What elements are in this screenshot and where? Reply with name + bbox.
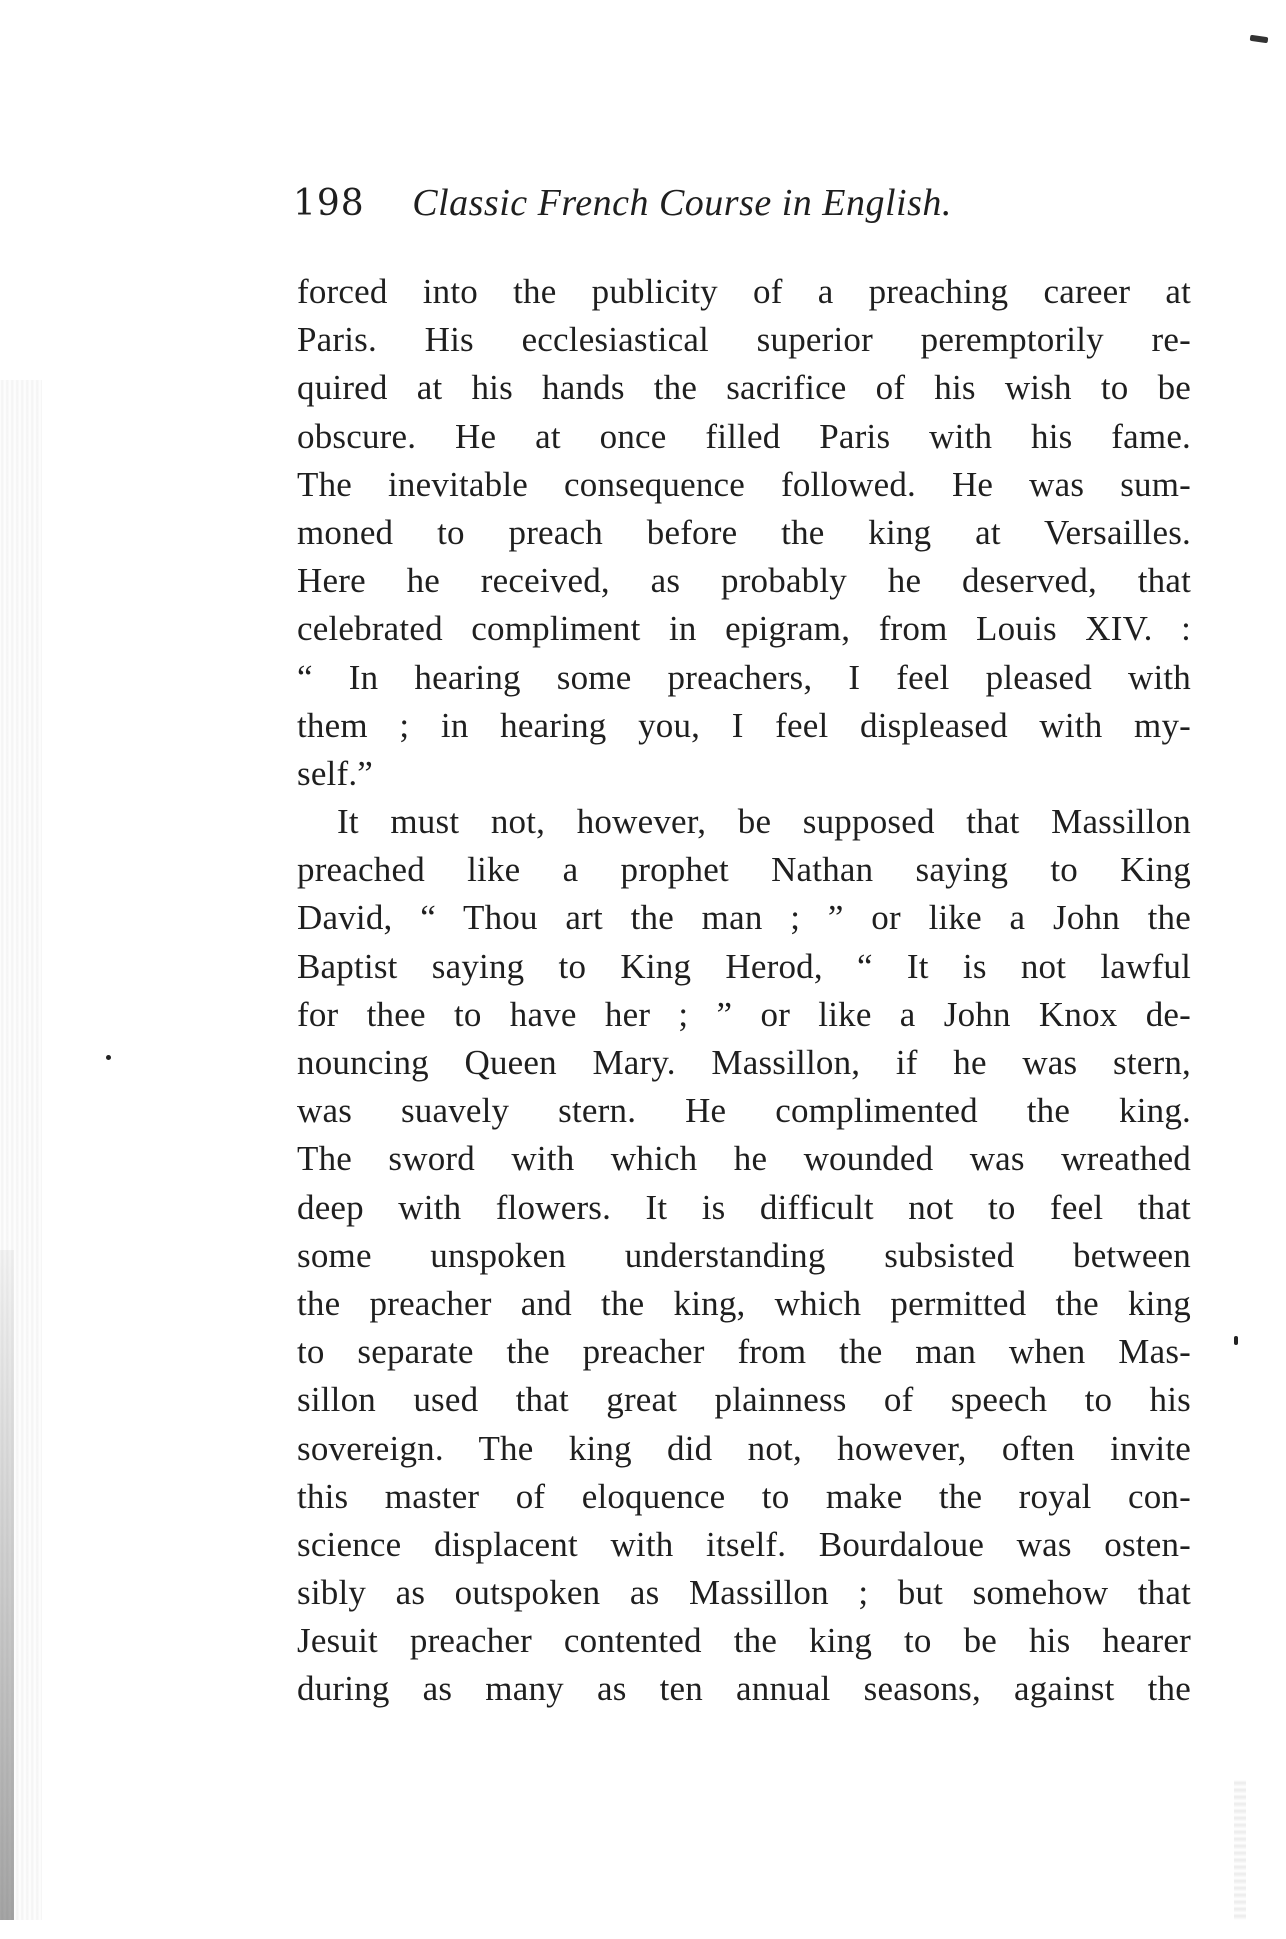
scan-speck bbox=[1234, 1336, 1238, 1345]
paragraph-2 bbox=[297, 798, 1191, 1714]
text-line: for thee to have her ; ” or like a John Knox de- bbox=[297, 994, 1191, 1034]
running-header bbox=[293, 178, 1193, 228]
text-line: to separate the preacher from the man when Mas- bbox=[297, 1332, 1191, 1372]
text-line: celebrated compliment in epigram, from Louis XIV. : bbox=[297, 609, 1191, 649]
text-line: sibly as outspoken as Massillon ; but somehow that bbox=[297, 1573, 1191, 1613]
text-line: during as many as ten annual seasons, against the bbox=[297, 1669, 1191, 1709]
text-line: Paris. His ecclesiastical superior peremptorily re- bbox=[297, 320, 1191, 360]
scan-artifact-corner bbox=[1250, 35, 1269, 43]
body-text bbox=[297, 268, 1191, 1714]
paragraph-1 bbox=[297, 268, 1191, 798]
scan-artifact-right bbox=[1234, 1780, 1246, 1920]
text-line: nouncing Queen Mary. Massillon, if he was stern, bbox=[297, 1043, 1191, 1082]
text-line: them ; in hearing you, I feel displeased with my- bbox=[297, 705, 1191, 745]
text-line: self.” bbox=[297, 753, 374, 793]
text-line: quired at his hands the sacrifice of his wish to be bbox=[297, 368, 1191, 408]
text-line: preached like a prophet Nathan saying to King bbox=[297, 850, 1191, 890]
text-line: The sword with which he wounded was wreathed bbox=[297, 1139, 1191, 1179]
text-line: It must not, however, be supposed that Massillon bbox=[337, 802, 1191, 842]
text-line: David, “ Thou art the man ; ” or like a John the bbox=[297, 898, 1191, 938]
binding-edge-dark bbox=[0, 1250, 14, 1920]
text-line: this master of eloquence to make the royal con- bbox=[297, 1476, 1191, 1516]
text-line: science displacent with itself. Bourdaloue was osten- bbox=[297, 1524, 1191, 1564]
text-line: Jesuit preacher contented the king to be his hearer bbox=[297, 1621, 1191, 1661]
text-line: “ In hearing some preachers, I feel pleased with bbox=[297, 657, 1191, 697]
text-line: obscure. He at once filled Paris with his fame. bbox=[297, 416, 1191, 456]
text-line: Here he received, as probably he deserved, that bbox=[297, 561, 1191, 601]
text-line: sovereign. The king did not, however, often invite bbox=[297, 1428, 1191, 1468]
scan-speck bbox=[106, 1055, 111, 1060]
page-number: 198 bbox=[293, 183, 365, 224]
text-line: Baptist saying to King Herod, “ It is not lawful bbox=[297, 946, 1191, 986]
text-line: was suavely stern. He complimented the king. bbox=[297, 1091, 1191, 1131]
text-line: some unspoken understanding subsisted between bbox=[297, 1235, 1191, 1275]
text-line: moned to preach before the king at Versailles. bbox=[297, 512, 1191, 552]
running-title: Classic French Course in English. bbox=[412, 182, 952, 224]
text-line: forced into the publicity of a preaching career at bbox=[297, 272, 1191, 311]
text-line: deep with flowers. It is difficult not to feel that bbox=[297, 1187, 1191, 1227]
text-line: the preacher and the king, which permitted the king bbox=[297, 1283, 1191, 1323]
text-line: sillon used that great plainness of speech to his bbox=[297, 1380, 1191, 1420]
text-line: The inevitable consequence followed. He was sum- bbox=[297, 464, 1191, 504]
